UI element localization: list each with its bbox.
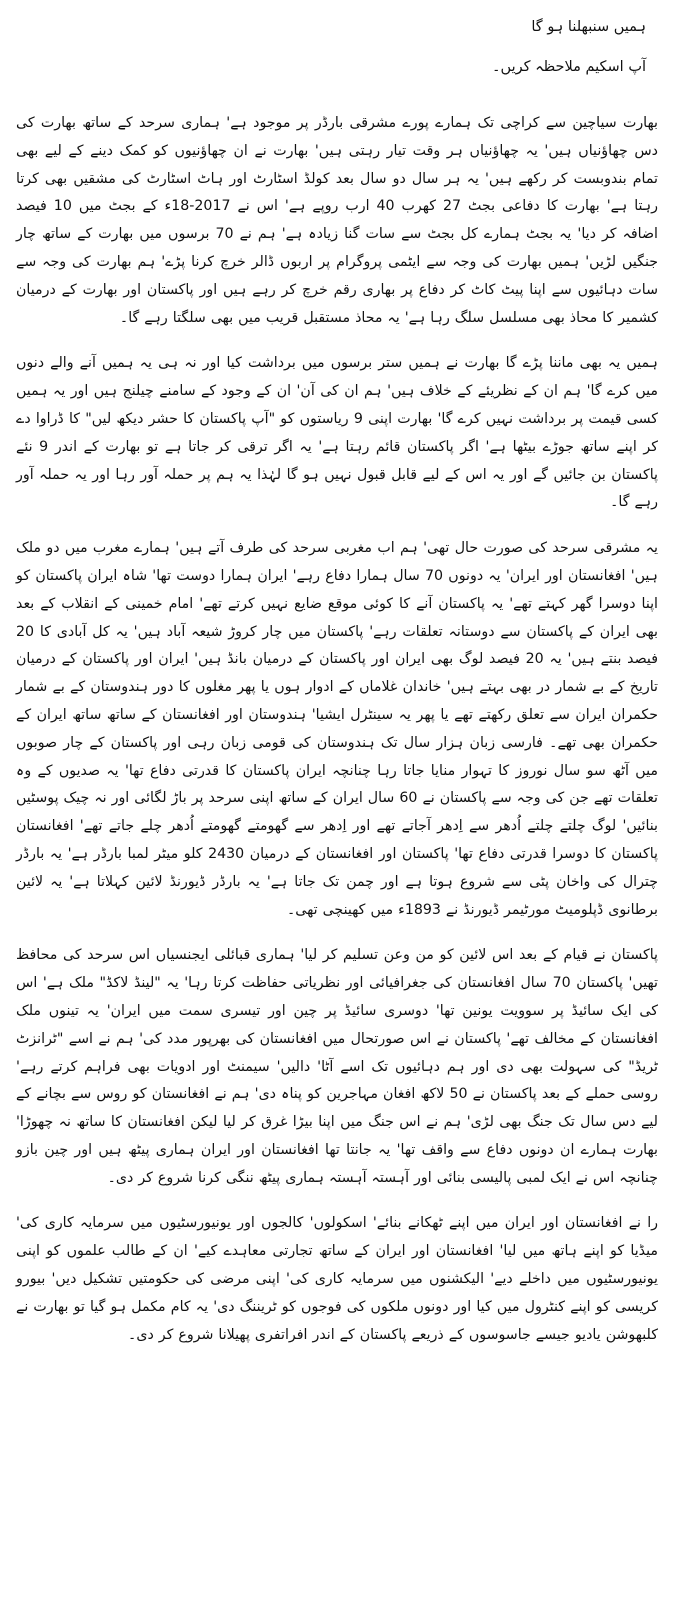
article-heading: ہمیں سنبھلنا ہو گا <box>531 19 646 35</box>
paragraph-western-border: یہ مشرقی سرحد کی صورت حال تھی' ہم اب مغربی سرحد کی طرف آتے ہیں' ہمارے مغرب میں دو ملک ہیں' افغانستان اور ایران' یہ دونوں 70 سال ہمارا دفاع رہے' ایران ہمارا دوست تھا' شاہ ایران پاکستان کو اپنا دوسرا گھر کہتے تھے' یہ پاکستان آنے کا کوئی موقع ضایع نہیں کرتے تھے' امام خمینی کے انقلاب کے بعد بھی ایران کے پاکستان سے دوستانہ تعلقات رہے' پاکستان میں چار کروڑ شیعہ آباد ہیں' یہ کل آبادی کا 20 فیصد بنتے ہیں' یہ 20 فیصد لوگ بھی ایران اور پاکستان کے درمیان بانڈ ہیں' ایران اور پاکستان کے درمیان تاریخ کے بے شمار در بھی بہتے ہیں' خاندان غلاماں کے ادوار ہوں یا پھر مغلوں کا دور ہندوستان کے بے شمار حکمران ایران سے تعلق رکھتے تھے یا پھر یہ سینٹرل ایشیا' ہندوستان اور افغانستان کے ساتھ ساتھ ایران کے حکمران بھی تھے۔ فارسی زبان ہزار سال تک ہندوستان کی قومی زبان رہی اور پاکستان کے چار صوبوں میں آٹھ سو سال نوروز کا تہوار منایا جاتا رہا چنانچہ ایران پاکستان کا قدرتی دفاع تھا' یہ صدیوں کے وہ تعلقات تھے جن کی وجہ سے پاکستان نے 60 سال ایران کے ساتھ اپنی سرحد پر باڑ لگائی اور نہ چیک پوسٹیں بنائیں' لوگ چلتے چلتے اُدھر سے اِدھر آجاتے تھے اور اِدھر سے گھومتے گھومتے اُدھر چلے جاتے تھے' افغانستان پاکستان کا دوسرا قدرتی دفاع تھا' پاکستان اور افغانستان کے درمیان 2430 کلو میٹر لمبا بارڈر ہے' یہ بارڈر چترال کی واخان پٹی سے شروع ہوتا ہے اور چمن تک جاتا ہے' یہ بارڈر ڈیورنڈ لائین کہلاتا ہے' یہ لائین برطانوی ڈپلومیٹ مورٹیمر ڈیورنڈ نے 1893ء میں کھینچی تھی۔ <box>16 540 658 918</box>
paragraph-afghanistan-support: پاکستان نے قیام کے بعد اس لائین کو من وعن تسلیم کر لیا' ہماری قبائلی ایجنسیاں اس سرحد کی محافظ تھیں' پاکستان 70 سال افغانستان کی جغرافیائی اور نظریاتی حفاظت کرتا رہا' یہ "لینڈ لاکڈ" ملک ہے' اس کی ایک سائیڈ پر سوویت یونین تھا' دوسری سائیڈ پر چین اور تیسری سمت میں ایران' یہ تینوں ملک افغانستان کے مخالف تھے' پاکستان نے اس صورتحال میں افغانستان کی بھرپور مدد کی' ہم نے اسے "ٹرانزٹ ٹریڈ" کی سہولت بھی دی اور ہم دہائیوں تک اسے آٹا' دالیں' سیمنٹ اور ادویات بھی فراہم کرتے رہے' روسی حملے کے بعد پاکستان نے 50 لاکھ افغان مہاجرین کو پناہ دی' ہم نے افغانستان کو روس سے بچانے کے لیے دس سال تک جنگ بھی لڑی' ہم نے اس جنگ میں اپنا بیڑا غرق کر لیا لیکن افغانستان کا ساتھ نہ چھوڑا' بھارت ہمارے ان دونوں دفاع سے واقف تھا' یہ جانتا تھا افغانستان اور ایران ہماری پیٹھ ہیں اور چین بازو چنانچہ اس نے ایک لمبی پالیسی بنائی اور آہستہ آہستہ ہماری پیٹھ ننگی کرنا شروع کر دی۔ <box>16 947 658 1186</box>
paragraph-india-stance: ہمیں یہ بھی ماننا پڑے گا بھارت نے ہمیں ستر برسوں میں برداشت کیا اور نہ ہی یہ ہمیں آنے والے دنوں میں کرے گا' ہم ان کے نظریئے کے خلاف ہیں' ہم ان کی آن' ان کے وجود کے سامنے چیلنج ہیں اور یہ ہمیں کسی قیمت پر برداشت نہیں کرے گا' بھارت اپنی 9 ریاستوں کو "آپ پاکستان کا حشر دیکھ لیں" کا ڈراوا دے کر اپنے ساتھ جوڑے بیٹھا ہے' اگر پاکستان قائم رہتا ہے' یہ اگر ترقی کر جاتا ہے تو بھارت کے اندر 9 نئے پاکستان بن جائیں گے اور یہ اس کے لیے قابل قبول نہیں ہو گا لہٰذا یہ ہم پر حملہ آور رہا اور یہ حملہ آور رہے گا۔ <box>16 355 659 511</box>
paragraph-eastern-border: بھارت سیاچین سے کراچی تک ہمارے پورے مشرقی بارڈر پر موجود ہے' ہماری سرحد کے ساتھ بھارت کی دس چھاؤنیاں ہیں' یہ چھاؤنیاں ہر وقت تیار رہتی ہیں' بھارت نے ان چھاؤنیوں کو کمک دینے کے لیے بھی تمام بندوبست کر رکھے ہیں' یہ ہر سال دو سال بعد کولڈ اسٹارٹ اور ہاٹ اسٹارٹ کی مشقیں بھی کرتا رہتا ہے' بھارت کا دفاعی بجٹ 27 کھرب 40 ارب روپے ہے' اس نے 2017-18ء کے بجٹ میں 10 فیصد اضافہ کر دیا' یہ بجٹ ہمارے کل بجٹ سے سات گنا زیادہ ہے' ہم نے 70 برسوں میں بھارت کے ساتھ چار جنگیں لڑیں' ہمیں بھارت کی وجہ سے ایٹمی پروگرام پر اربوں ڈالر خرچ کرنا پڑے' ہم بھارت کی وجہ سے سات دہائیوں سے اپنا پیٹ کاٹ کر دفاع پر بھاری رقم خرچ کر رہے ہیں اور پاکستان اور بھارت کے درمیان کشمیر کا محاذ بھی مسلسل سلگ رہا ہے' یہ محاذ مستقبل قریب میں بھی سلگتا رہے گا۔ <box>16 115 658 326</box>
paragraph-raw-activities: را نے افغانستان اور ایران میں اپنے ٹھکانے بنائے' اسکولوں' کالجوں اور یونیورسٹیوں میں سرمایہ کاری کی' میڈیا کو اپنے ہاتھ میں لیا' افغانستان اور ایران کے ساتھ تجارتی معاہدے کیے' ان کے طالب علموں کو اپنی یونیورسٹیوں میں داخلے دیے' الیکشنوں میں سرمایہ کاری کی' اپنی مرضی کی حکومتیں تشکیل دیں' بیورو کریسی کو اپنے کنٹرول میں کیا اور دونوں ملکوں کی فوجوں کو ٹریننگ دی' یہ کام مکمل ہو گیا تو بھارت نے کلبھوشن یادیو جیسے جاسوسوں کے ذریعے پاکستان کے اندر افراتفری پھیلانا شروع کر دی۔ <box>16 1215 658 1343</box>
article-subheading: آپ اسکیم ملاحظہ کریں۔ <box>492 59 646 75</box>
